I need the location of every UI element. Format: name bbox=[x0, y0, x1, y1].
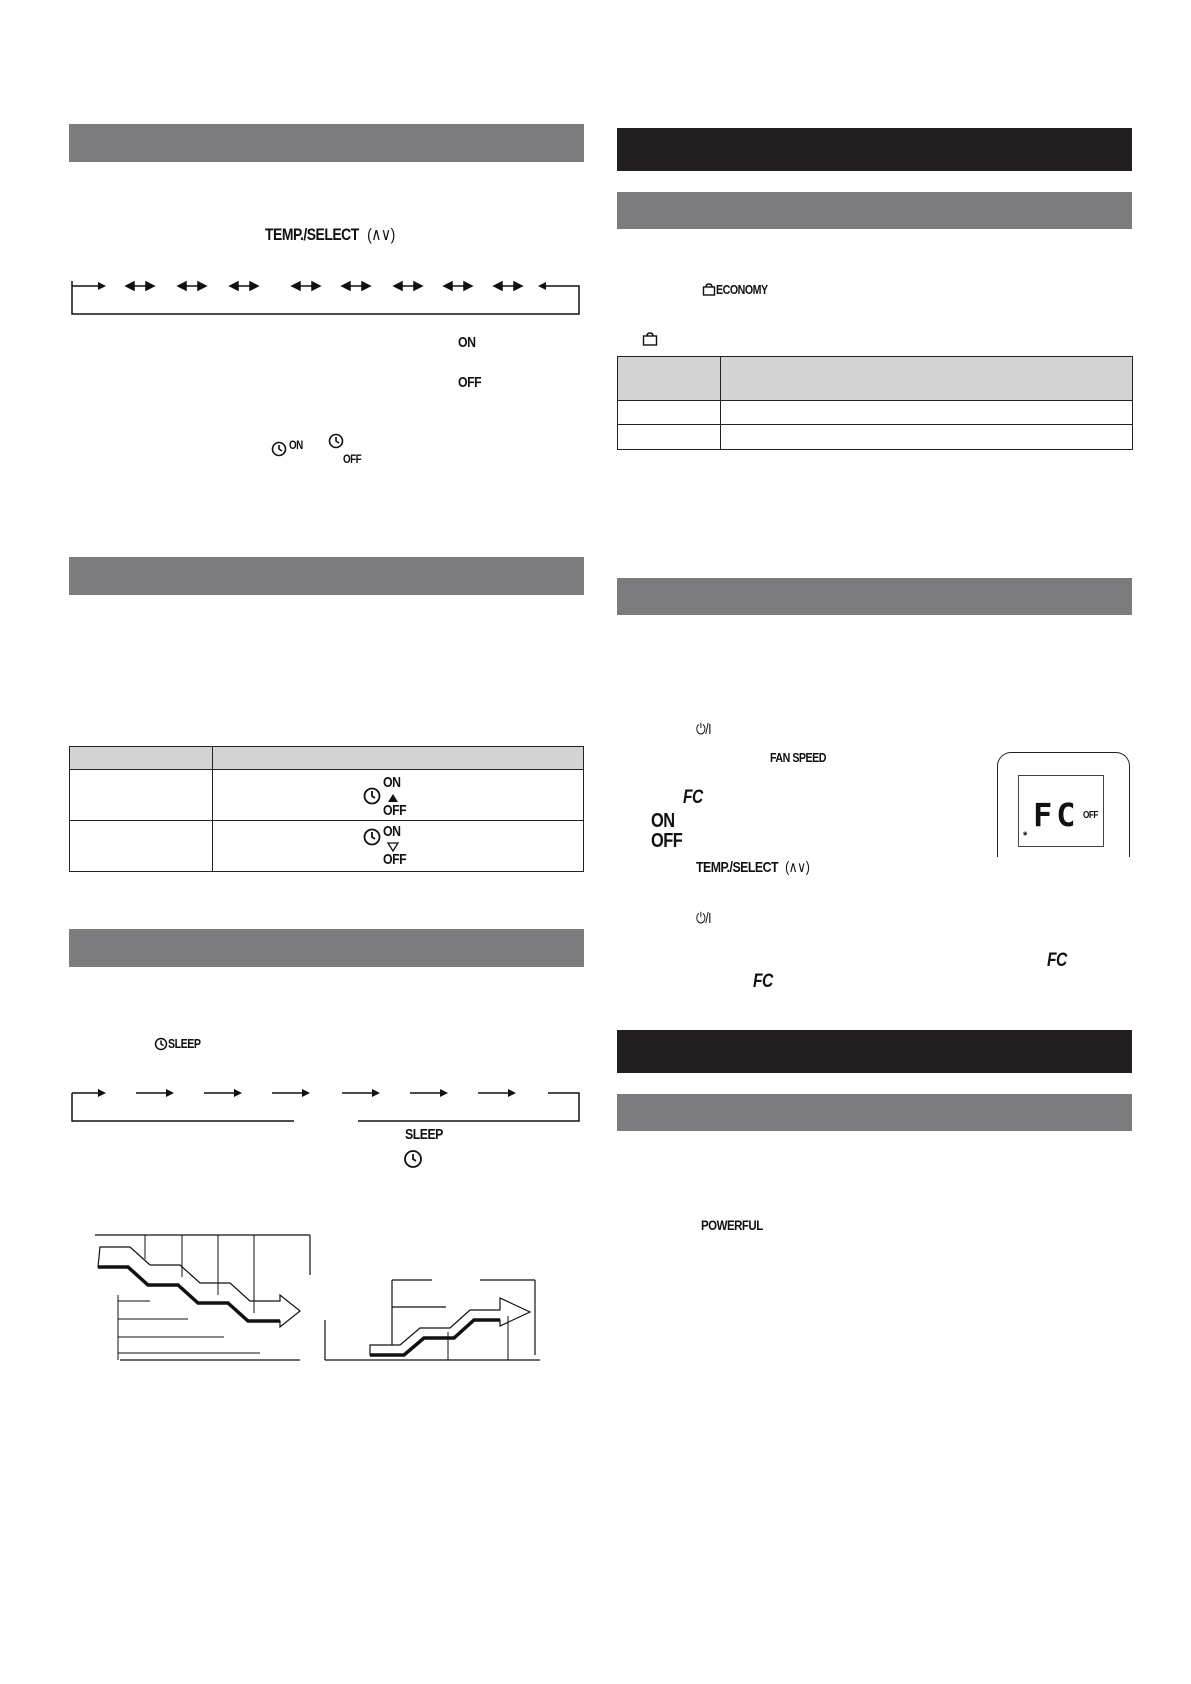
table-row bbox=[618, 425, 1133, 450]
lcd-star-text: * bbox=[1023, 830, 1028, 842]
table-on-label: ON bbox=[383, 823, 401, 840]
economy-table bbox=[617, 356, 1133, 450]
timer-icon bbox=[363, 827, 383, 847]
lcd-off-text: OFF bbox=[1083, 810, 1098, 821]
on-label: ON bbox=[458, 334, 476, 351]
temp-select-arrows: (∧∨) bbox=[367, 225, 395, 244]
fan-speed-label: FAN SPEED bbox=[770, 750, 827, 765]
arrow-head-right bbox=[362, 282, 370, 290]
power-label: ⏻/I bbox=[696, 721, 712, 738]
section-bar-1 bbox=[69, 124, 584, 162]
section-bar-5 bbox=[617, 578, 1132, 615]
arrow-head-right bbox=[250, 282, 258, 290]
section-header-black-2 bbox=[617, 1030, 1132, 1073]
table-off-label: OFF bbox=[383, 802, 407, 819]
table-on-label: ON bbox=[383, 774, 401, 791]
economy-small-icon bbox=[642, 331, 658, 347]
timer-off-label: OFF bbox=[343, 452, 362, 466]
timer-off-icon bbox=[328, 432, 346, 450]
sleep-cycle-diagram bbox=[68, 1085, 588, 1125]
fc-label-2: FC bbox=[1047, 950, 1067, 971]
table-header-row bbox=[618, 357, 1133, 401]
arrow-head-right bbox=[464, 282, 472, 290]
economy-icon bbox=[702, 283, 716, 297]
arrow-head-left bbox=[444, 282, 452, 290]
section-header-black-1 bbox=[617, 128, 1132, 171]
table-row bbox=[618, 401, 1133, 425]
section-bar-4 bbox=[617, 192, 1132, 229]
timer-on-icon bbox=[271, 440, 289, 458]
arrow-head-left bbox=[292, 282, 300, 290]
power-label-2: ⏻/I bbox=[696, 910, 712, 927]
timer-on-label: ON bbox=[289, 438, 303, 452]
fc-label: FC bbox=[683, 787, 703, 808]
timer-icon bbox=[363, 786, 383, 806]
on-label-right: ON bbox=[651, 810, 675, 832]
triangle-up-icon bbox=[388, 794, 398, 802]
timer-table bbox=[69, 746, 584, 872]
table-row bbox=[70, 770, 584, 821]
table-row bbox=[70, 821, 584, 872]
arrow-head-left bbox=[342, 282, 350, 290]
table-off-label: OFF bbox=[383, 851, 407, 868]
remote-lcd-screen bbox=[1018, 775, 1104, 847]
powerful-label: POWERFUL bbox=[701, 1217, 763, 1233]
off-label: OFF bbox=[458, 374, 482, 391]
arrow-head-right bbox=[514, 282, 522, 290]
sleep-button-label: SLEEP bbox=[168, 1036, 201, 1051]
economy-label: ECONOMY bbox=[716, 282, 768, 297]
fc-label-3: FC bbox=[753, 971, 773, 992]
triangle-down-icon bbox=[388, 843, 398, 851]
arrow-head-right bbox=[146, 282, 154, 290]
sleep-diagram-timer-icon bbox=[403, 1148, 425, 1170]
temp-select-label: TEMP./SELECT (∧∨) bbox=[265, 225, 395, 244]
sleep-cool-staircase-diagram bbox=[90, 1225, 320, 1365]
temp-select-label-right: TEMP./SELECT (∧∨) bbox=[696, 859, 810, 876]
table-header-row bbox=[70, 747, 584, 770]
temp-select-arrows: (∧∨) bbox=[785, 859, 810, 876]
section-bar-3 bbox=[69, 929, 584, 967]
section-bar-2 bbox=[69, 557, 584, 595]
mode-cycle-diagram bbox=[68, 278, 588, 328]
arrow-head-right bbox=[198, 282, 206, 290]
remote-control-illustration bbox=[997, 752, 1130, 857]
arrow-head-left bbox=[126, 282, 134, 290]
arrow-head-left bbox=[394, 282, 402, 290]
arrow-head-right bbox=[414, 282, 422, 290]
arrow-head-left bbox=[494, 282, 502, 290]
sleep-diagram-label: SLEEP bbox=[405, 1126, 443, 1143]
sleep-heat-staircase-diagram bbox=[320, 1260, 550, 1370]
section-bar-6 bbox=[617, 1094, 1132, 1131]
off-label-right: OFF bbox=[651, 830, 683, 852]
arrow-head-left bbox=[230, 282, 238, 290]
arrow-head-right bbox=[312, 282, 320, 290]
sleep-timer-icon bbox=[154, 1037, 168, 1051]
arrow-head-left bbox=[178, 282, 186, 290]
lcd-fc-text: FC bbox=[1033, 796, 1080, 834]
